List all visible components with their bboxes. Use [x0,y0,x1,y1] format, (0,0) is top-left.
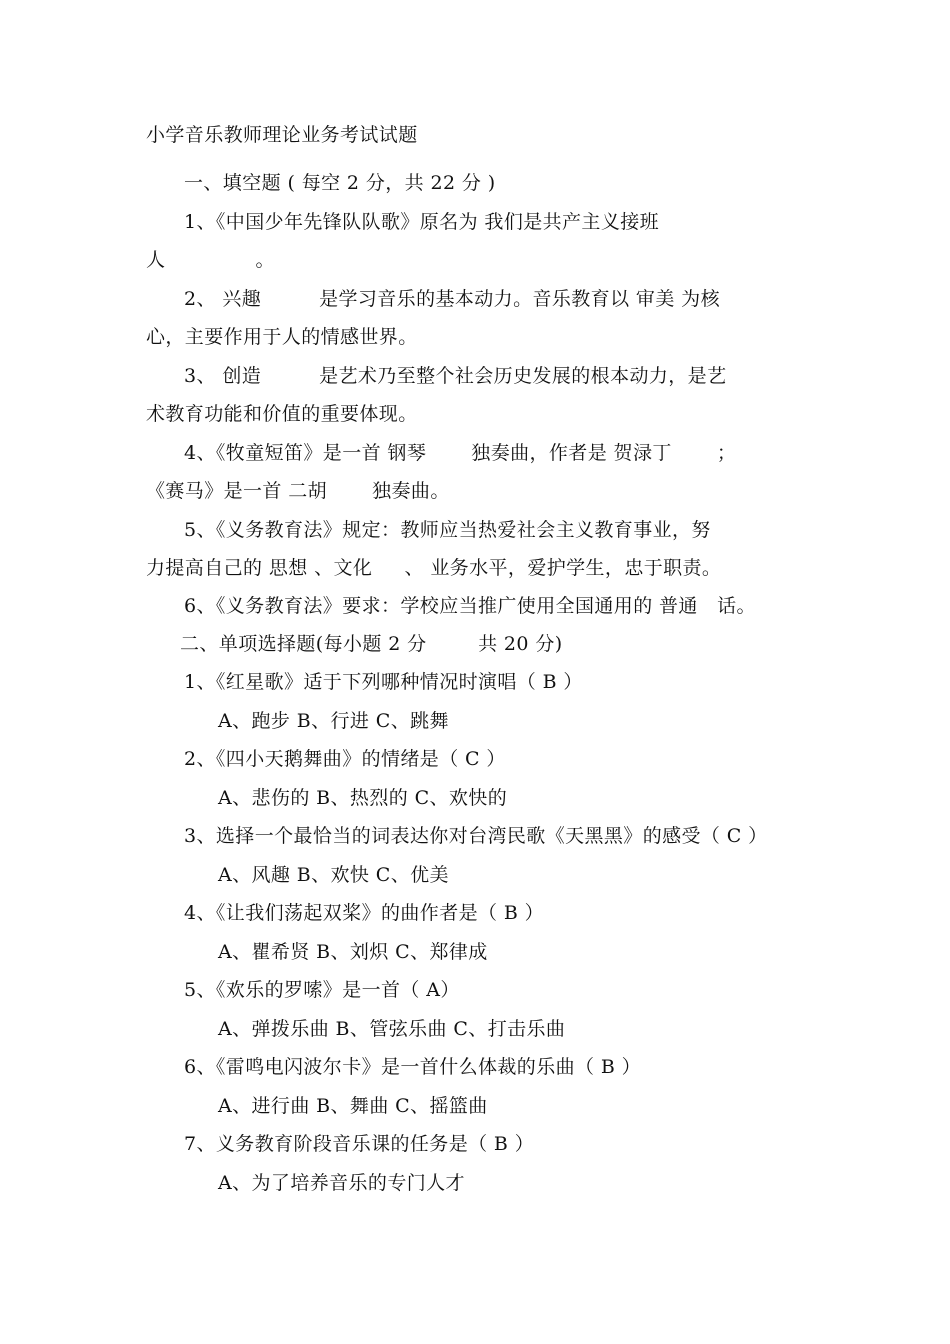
question-line: 力提高自己的 思想 、文化 、 业务水平，爱护学生，忠于职责。 [146,557,722,579]
answer-options: A、风趣 B、欢快 C、优美 [218,864,449,886]
question-line: 《赛马》是一首 二胡 独奏曲。 [146,480,450,502]
question-line: 5、《欢乐的罗嗦》是一首（ A） [184,979,460,1001]
document-title: 小学音乐教师理论业务考试试题 [146,124,418,146]
question-line: 术教育功能和价值的重要体现。 [146,403,418,425]
question-line: 1、《中国少年先锋队队歌》原名为 我们是共产主义接班 [184,211,660,233]
question-line: 2、《四小天鹅舞曲》的情绪是（ C ） [184,748,506,770]
question-line: 6、《雷鸣电闪波尔卡》是一首什么体裁的乐曲（ B ） [184,1056,642,1078]
question-line: 1、《红星歌》适于下列哪种情况时演唱（ B ） [184,671,583,693]
section-heading-fill-blank: 一、填空题 ( 每空 2 分，共 22 分 ) [184,172,496,194]
question-line: 6、《义务教育法》要求：学校应当推广使用全国通用的 普通 话。 [184,595,756,617]
answer-options: A、为了培养音乐的专门人才 [218,1172,465,1194]
section-heading-single-choice: 二、单项选择题(每小题 2 分 共 20 分) [180,633,563,655]
question-line: 4、《让我们荡起双桨》的曲作者是（ B ） [184,902,545,924]
question-line: 心，主要作用于人的情感世界。 [146,326,418,348]
answer-options: A、悲伤的 B、热烈的 C、欢快的 [218,787,508,809]
answer-options: A、瞿希贤 B、刘炽 C、郑律成 [218,941,488,963]
answer-options: A、跑步 B、行进 C、跳舞 [218,710,449,732]
question-line: 3、 创造 是艺术乃至整个社会历史发展的根本动力，是艺 [184,365,727,387]
answer-options: A、弹拨乐曲 B、管弦乐曲 C、打击乐曲 [218,1018,566,1040]
question-line: 4、《牧童短笛》是一首 钢琴 独奏曲，作者是 贺渌丁 ； [184,442,737,464]
question-line: 3、选择一个最恰当的词表达你对台湾民歌《天黑黑》的感受（ C ） [184,825,768,847]
question-line: 7、义务教育阶段音乐课的任务是（ B ） [184,1133,535,1155]
question-line: 5、《义务教育法》规定：教师应当热爱社会主义教育事业，努 [184,519,711,541]
answer-options: A、进行曲 B、舞曲 C、摇篮曲 [218,1095,488,1117]
question-line: 2、 兴趣 是学习音乐的基本动力。音乐教育以 审美 为核 [184,288,720,310]
question-line: 人 。 [146,249,275,271]
